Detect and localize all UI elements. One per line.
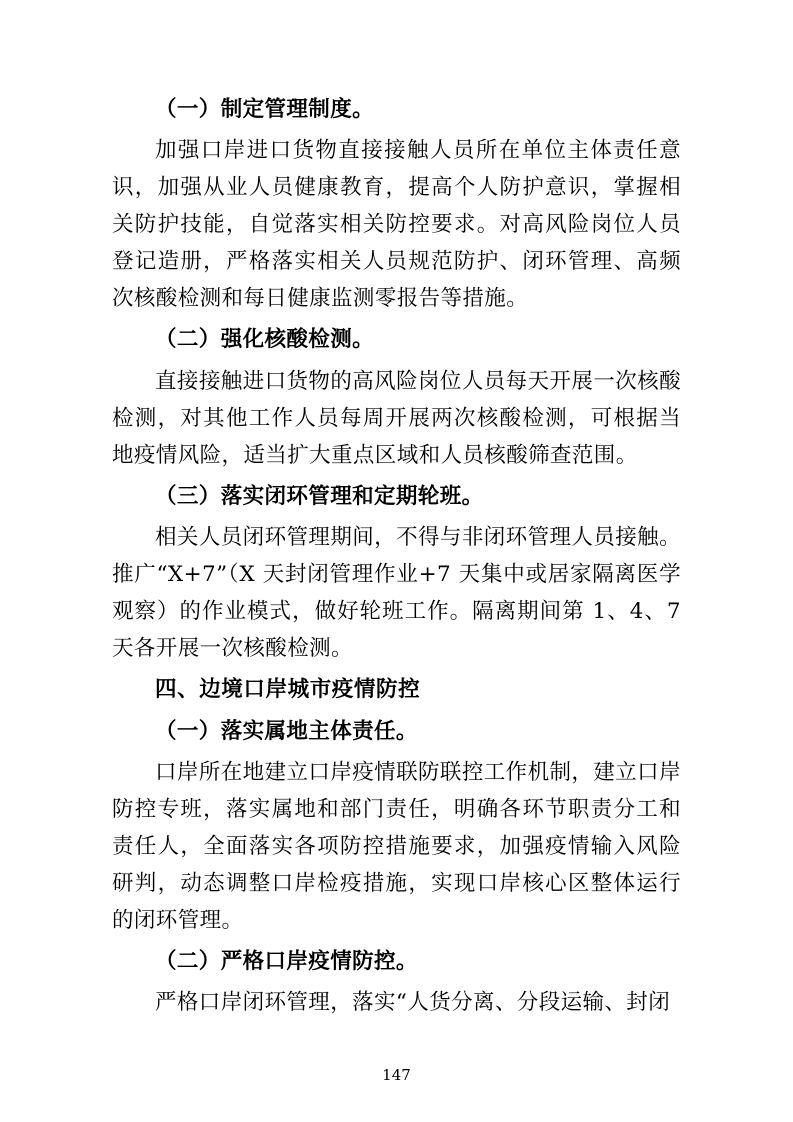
section-subheading: （三）落实闭环管理和定期轮班。 [155,483,484,509]
paragraph: 严格口岸闭环管理，落实“人货分离、分段运输、封闭 [155,990,671,1016]
section-subheading: （一）落实属地主体责任。 [155,718,418,744]
paragraph: 直接接触进口货物的高风险岗位人员每天开展一次核酸检测，对其他工作人员每周开展两次核酸检测，可根据当地疫情风险，适当扩大重点区域和人员核酸筛查范围。 [112,368,681,468]
paragraph: 加强口岸进口货物直接接触人员所在单位主体责任意识，加强从业人员健康教育，提高个人防护意识，掌握相关防护技能，自觉落实相关防控要求。对高风险岗位人员登记造册，严格落实相关人员规范防护、闭环管理、高频次核酸检测和每日健康监测零报告等措施。 [112,138,681,312]
paragraph: 相关人员闭环管理期间，不得与非闭环管理人员接触。推广“X+7”（X 天封闭管理作业+7 天集中或居家隔离医学观察）的作业模式，做好轮班工作。隔离期间第 1、4、7 天各开展一次核酸检测。 [112,525,681,662]
paragraph: 口岸所在地建立口岸疫情联防联控工作机制，建立口岸防控专班，落实属地和部门责任，明确各环节职责分工和责任人，全面落实各项防控措施要求，加强疫情输入风险研判，动态调整口岸检疫措施，实现口岸核心区整体运行的闭环管理。 [112,759,681,933]
page-number: 147 [382,1066,411,1084]
section-subheading: （一）制定管理制度。 [155,97,375,122]
document-body [112,92,681,1022]
section-subheading: （二）强化核酸检测。 [155,327,375,353]
section-subheading: （二）严格口岸疫情防控。 [155,948,418,974]
section-heading: 四、边境口岸城市疫情防控 [155,677,421,703]
